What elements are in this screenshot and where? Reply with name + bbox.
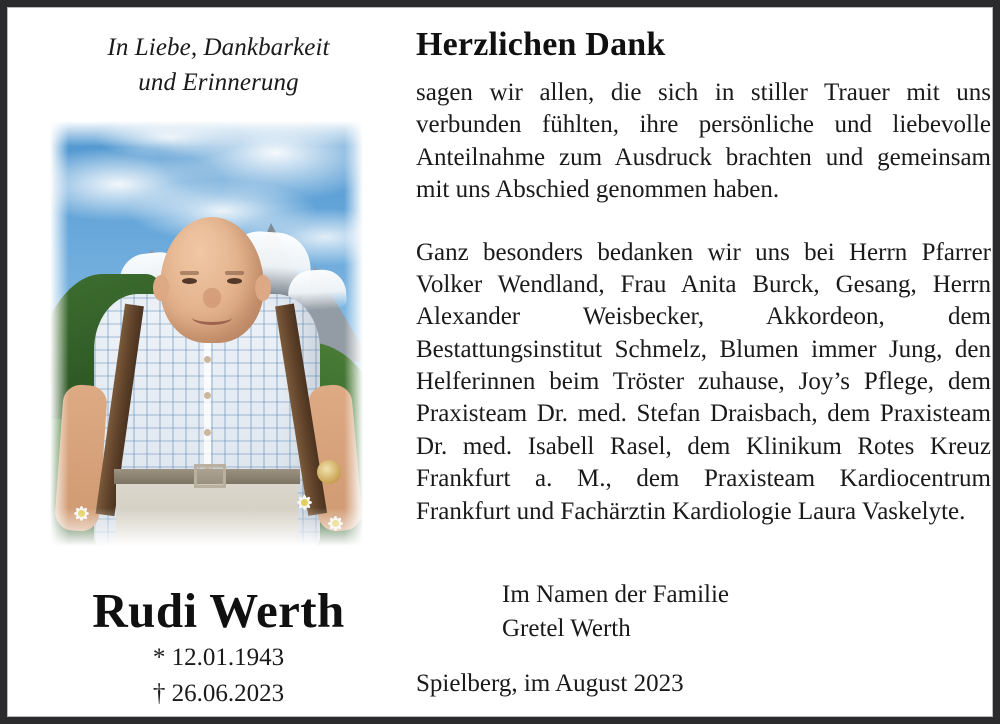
- thanks-paragraph-2: Ganz besonders bedanken wir uns bei Herrn Pfarrer Volker Wendland, Frau Anita Burck, Gesang, Herrn Alexander Weisbecker, Akkordeon, dem Bestattungsinstitut Schmelz, Blumen immer Jung, den Helferinnen beim Tröster zuhause, Joy’s Pflege, dem Praxisteam Dr. med. Stefan Draisbach, dem Praxisteam Dr. med. Isabell Rasel, dem Klinikum Rotes Kreuz Frankfurt a. M., dem Praxisteam Kardiocentrum Frankfurt und Fachärztin Kardiologie Laura Vaskelyte.: [416, 238, 991, 525]
- ear-right: [255, 275, 271, 301]
- head: [160, 217, 264, 343]
- right-column: [416, 20, 991, 528]
- edelweiss-flower: [66, 498, 96, 528]
- dedication-text: [41, 31, 396, 100]
- wristwatch: [317, 460, 341, 484]
- mouth: [192, 310, 232, 325]
- dedication-line-1: In Liebe, Dankbarkeit: [107, 34, 330, 61]
- nose: [203, 288, 221, 308]
- man-figure: [50, 181, 363, 547]
- deceased-name: Rudi Werth: [92, 583, 345, 638]
- shirt-button: [204, 429, 211, 436]
- family-line-1: Im Namen der Familie: [502, 581, 730, 608]
- death-date: † 26.06.2023: [152, 679, 285, 707]
- portrait-photo: [50, 121, 363, 546]
- edelweiss-flower: [289, 487, 319, 517]
- birth-date: * 12.01.1943: [152, 644, 285, 671]
- ear-left: [153, 275, 169, 301]
- photo-scene: [50, 121, 363, 546]
- life-dates: [41, 640, 396, 711]
- thanks-paragraph-1: sagen wir allen, die sich in stiller Trauer mit uns verbunden fühlten, ihre persönliche und liebevolle Anteilnahme zum Ausdruck brachten und gemeinsam mit uns Abschied genommen haben.: [416, 79, 991, 204]
- eyebrow-right: [225, 271, 244, 275]
- eye-left: [182, 278, 197, 284]
- family-signature: [502, 578, 729, 645]
- shirt-button: [204, 356, 211, 363]
- eyebrow-left: [180, 271, 199, 275]
- card-inner: [7, 7, 993, 717]
- edelweiss-flower: [323, 511, 347, 535]
- family-line-2: Gretel Werth: [502, 614, 631, 642]
- place-and-date: Spielberg, im August 2023: [416, 670, 684, 697]
- belt-buckle: [194, 464, 226, 488]
- dedication-line-2: und Erinnerung: [138, 68, 299, 96]
- eye-right: [227, 278, 242, 284]
- thanks-heading: Herzlichen Dank: [416, 26, 666, 63]
- left-column: [41, 20, 396, 710]
